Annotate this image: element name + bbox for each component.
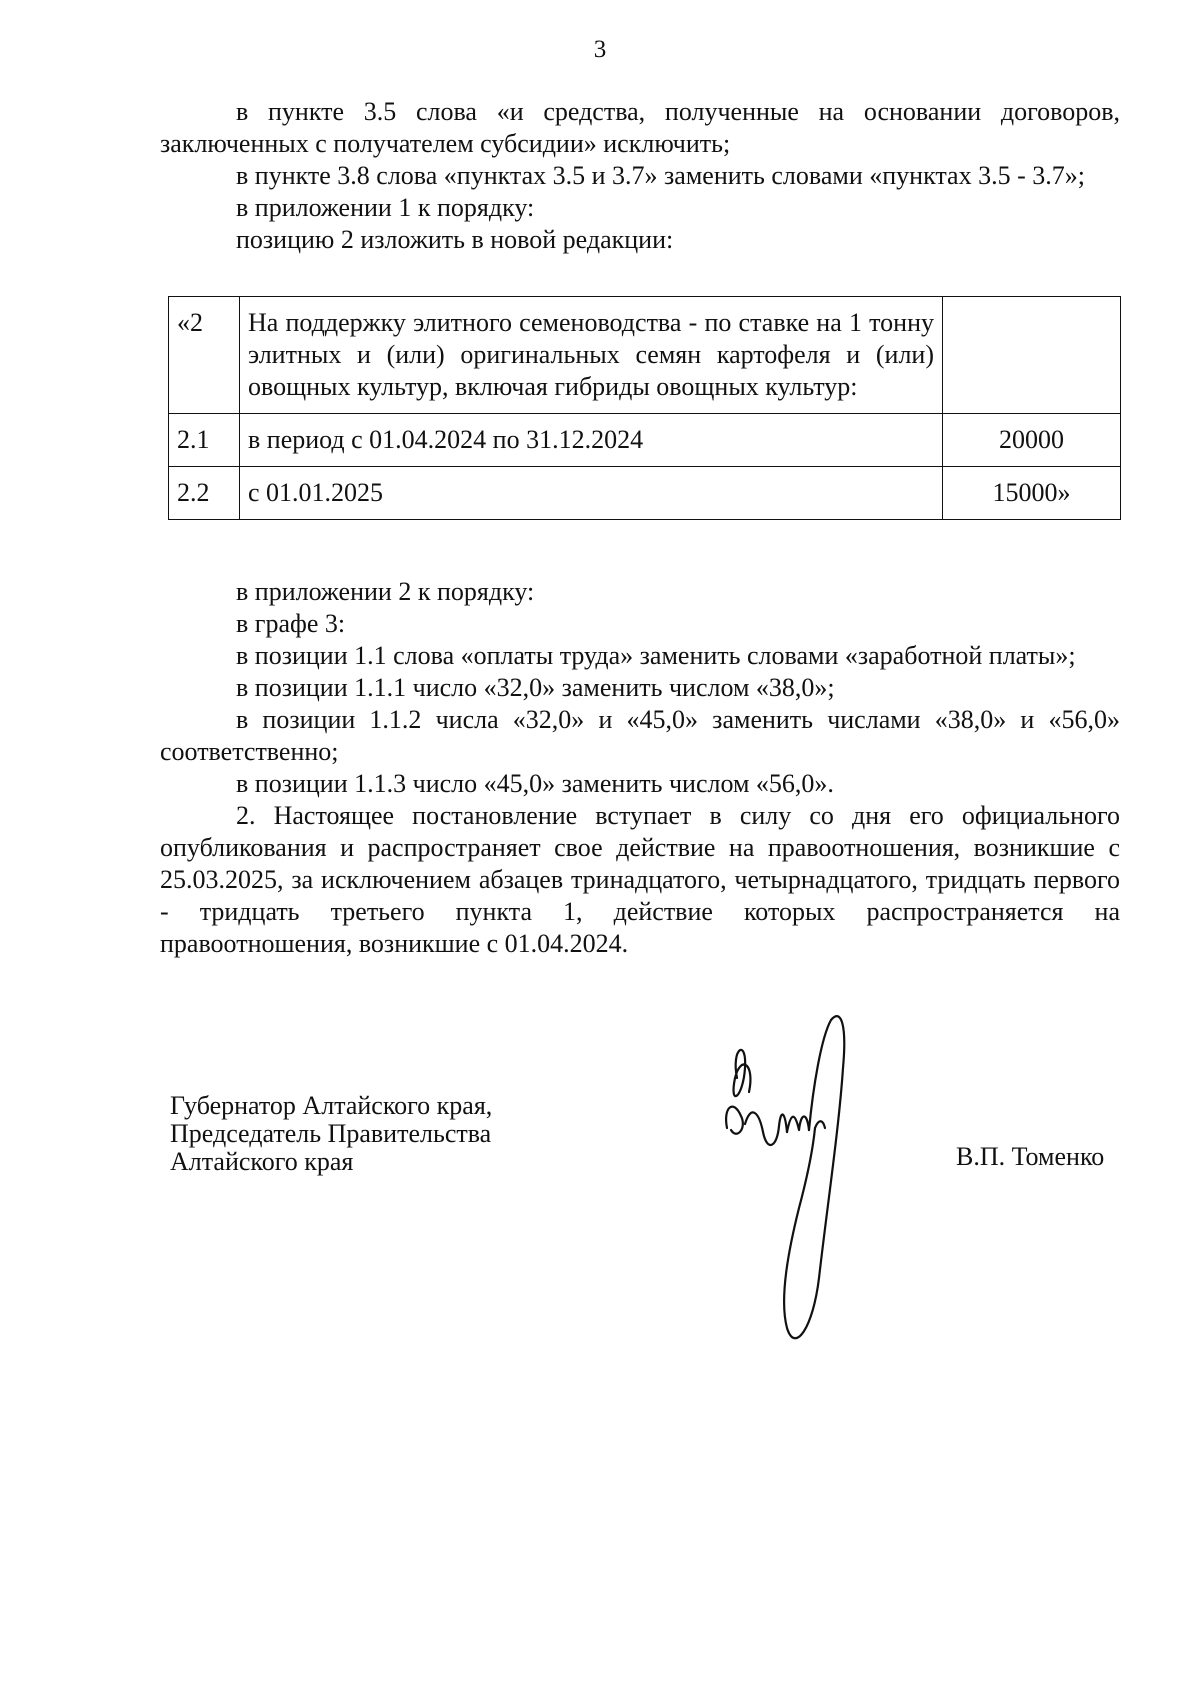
paragraph: 2. Настоящее постановление вступает в силу со дня его официального опубликования и распространяет свое действие на правоотношения, возникшие с 25.03.2025, за исключением абзацев тринадцатого, четырнадцатого, тридцать первого - тридцать третьего пункта 1, действие которых распространяется на правоотношения, возникшие с 01.04.2024. [160,801,1120,958]
paragraph: в приложении 1 к порядку: [236,193,535,222]
page-number: 3 [593,36,607,63]
paragraph: в графе 3: [236,609,346,638]
amendment-table [168,296,1121,520]
signer-position-line: Алтайского края [170,1147,354,1176]
row-description: с 01.01.2025 [240,467,943,520]
body-text-bottom [160,576,1120,960]
row-number: 2.1 [169,414,240,467]
row-number: 2.2 [169,467,240,520]
handwritten-signature [715,1008,875,1368]
row-description: в период с 01.04.2024 по 31.12.2024 [240,414,943,467]
paragraph: в пункте 3.8 слова «пунктах 3.5 и 3.7» заменить словами «пунктах 3.5 - 3.7»; [236,161,1085,190]
signer-name: В.П. Томенко [956,1142,1105,1171]
paragraph: в приложении 2 к порядку: [236,577,535,606]
paragraph: в позиции 1.1.3 число «45,0» заменить числом «56,0». [236,769,834,798]
paragraph: в позиции 1.1 слова «оплаты труда» заменить словами «заработной платы»; [236,641,1076,670]
signer-position-line: Председатель Правительства [170,1119,492,1148]
table-row [169,467,1121,520]
paragraph: в пункте 3.5 слова «и средства, полученные на основании договоров, заключенных с получателем субсидии» исключить; [160,97,1120,158]
table-row [169,297,1121,414]
row-number: «2 [169,297,240,414]
row-description: На поддержку элитного семеноводства - по ставке на 1 тонну элитных и (или) оригинальных семян картофеля и (или) овощных культур, включая гибриды овощных культур: [240,297,943,414]
paragraph: в позиции 1.1.1 число «32,0» заменить числом «38,0»; [236,673,835,702]
paragraph: позицию 2 изложить в новой редакции: [236,225,674,254]
body-text-top [160,96,1120,256]
row-value: 15000» [943,467,1121,520]
signer-position [170,1092,492,1176]
row-value [943,297,1121,414]
signer-position-line: Губернатор Алтайского края, [170,1091,493,1120]
row-value: 20000 [943,414,1121,467]
table-row [169,414,1121,467]
paragraph: в позиции 1.1.2 числа «32,0» и «45,0» заменить числами «38,0» и «56,0» соответственно; [160,705,1120,766]
